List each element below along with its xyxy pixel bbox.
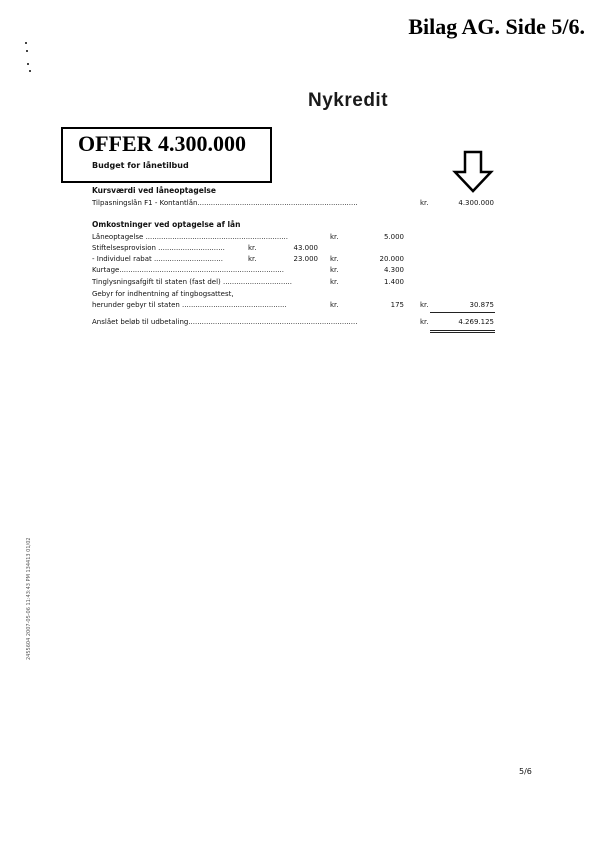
offer-label: OFFER 4.300.000: [78, 131, 247, 156]
total-rule-2: [430, 332, 495, 333]
cost-row-unit: kr.: [330, 266, 339, 274]
payout-row: [92, 318, 420, 326]
cost-row-label: - Individuel rabat ...............................: [92, 255, 223, 263]
cost-row-subvalue: 43.000: [293, 244, 318, 252]
payout-label: Anslået beløb til udbetaling: [92, 318, 189, 326]
payout-unit: kr.: [420, 318, 429, 326]
cost-row-label: Låneoptagelse ................................................................: [92, 233, 288, 241]
section-heading-omkostninger: Omkostninger ved optagelse af lån: [92, 220, 241, 229]
scan-speck: [25, 42, 27, 44]
down-arrow-icon: [452, 150, 494, 194]
scan-speck: [27, 63, 29, 65]
page-number: 5/6: [519, 767, 532, 776]
cost-row-unit: kr.: [330, 255, 339, 263]
cost-total-unit: kr.: [420, 301, 429, 309]
cost-row-value: 4.300: [383, 266, 404, 274]
page-header-title: Bilag AG. Side 5/6.: [408, 14, 585, 39]
loan-row: [92, 199, 422, 207]
cost-row-label: Gebyr for indhentning af tingbogsattest,: [92, 290, 234, 298]
loan-value: 4.300.000: [458, 199, 494, 207]
cost-row-value: 175: [390, 301, 404, 309]
cost-row-unit: kr.: [248, 255, 257, 263]
subtotal-rule: [430, 312, 495, 313]
payout-value: 4.269.125: [458, 318, 494, 326]
side-fax-stamp: 2455604 2007-05-06 11:43:43 PM 134413 01/02: [26, 537, 32, 660]
loan-label: Tilpasningslån F1 - Kontantlån: [92, 199, 198, 207]
section-heading-kursvaerdi: Kursværdi ved låneoptagelse: [92, 186, 216, 195]
cost-row-unit: kr.: [330, 301, 339, 309]
cost-row-value: 20.000: [379, 255, 404, 263]
payout-dots: ............................................................................: [188, 318, 358, 326]
cost-row-unit: kr.: [248, 244, 257, 252]
total-rule-1: [430, 330, 495, 331]
cost-row-value: 1.400: [383, 278, 404, 286]
offer-subtitle: Budget for lånetilbud: [92, 161, 189, 170]
cost-row-unit: kr.: [330, 233, 339, 241]
nykredit-logo: Nykredit: [308, 90, 389, 111]
cost-row-value: 5.000: [383, 233, 404, 241]
cost-row-subvalue: 23.000: [293, 255, 318, 263]
cost-row-label-line2: herunder gebyr til staten ...............................................: [92, 301, 287, 309]
loan-unit: kr.: [420, 199, 429, 207]
cost-row-unit: kr.: [330, 278, 339, 286]
cost-row-label: Kurtage..........................................................................: [92, 266, 284, 274]
scan-speck: [26, 50, 28, 52]
loan-dots: ........................................................................: [197, 199, 358, 207]
cost-row-label: Tinglysningsafgift til staten (fast del) ...............................: [92, 278, 292, 286]
cost-total-value: 30.875: [469, 301, 494, 309]
scan-speck: [29, 70, 31, 72]
cost-row-label: Stiftelsesprovision ..............................: [92, 244, 225, 252]
